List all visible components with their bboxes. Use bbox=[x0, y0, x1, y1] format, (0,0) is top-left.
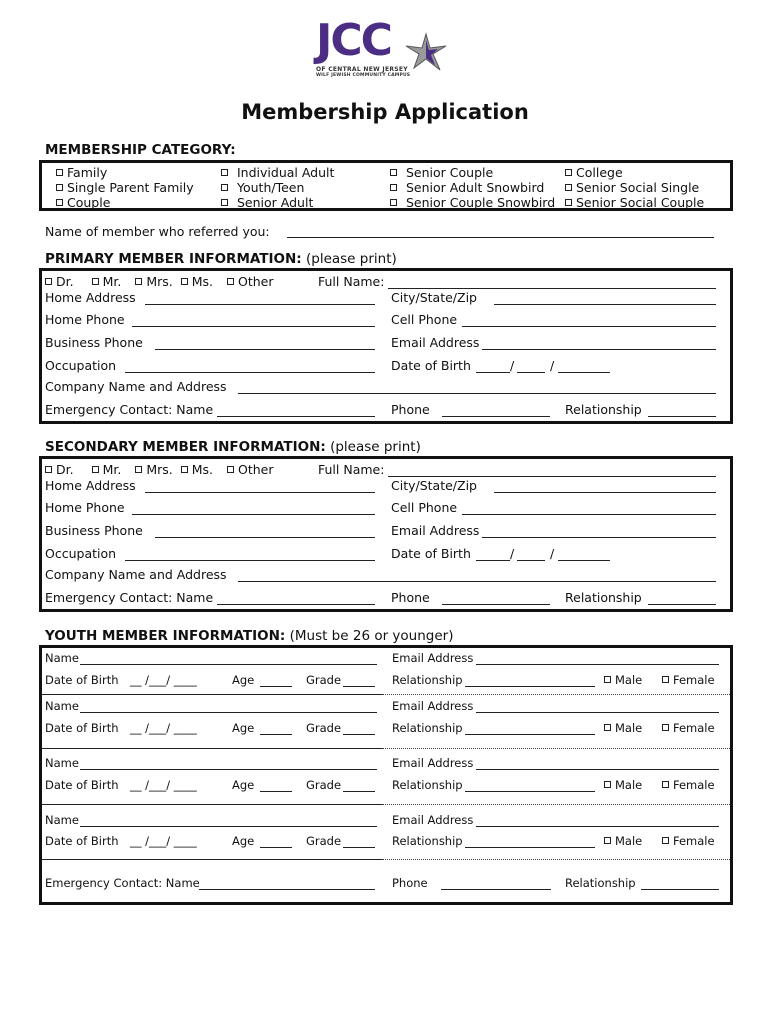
checkbox-icon bbox=[56, 184, 63, 191]
home-phone-field[interactable] bbox=[132, 326, 375, 327]
occupation-label: Occupation bbox=[45, 546, 117, 561]
emergency-phone-label: Phone bbox=[391, 402, 430, 417]
youth-age-label: Age bbox=[232, 778, 255, 792]
checkbox-dr[interactable]: Dr. bbox=[45, 274, 74, 289]
youth-dob-field[interactable]: __ /___/ ____ bbox=[130, 673, 197, 687]
full-name-field[interactable] bbox=[388, 476, 716, 477]
checkbox-male[interactable]: Male bbox=[604, 673, 642, 688]
youth-divider-dotted bbox=[382, 859, 730, 860]
youth-name-label: Name bbox=[45, 756, 79, 770]
checkbox-icon bbox=[565, 169, 572, 176]
checkbox-other[interactable]: Other bbox=[227, 462, 274, 477]
youth-relationship-label: Relationship bbox=[392, 778, 463, 792]
youth-emergency-relationship-field[interactable] bbox=[641, 889, 719, 890]
emergency-phone-label: Phone bbox=[391, 590, 430, 605]
city-state-zip-label: City/State/Zip bbox=[391, 478, 477, 493]
logo-subtitle: OF CENTRAL NEW JERSEY bbox=[316, 66, 408, 73]
checkbox-icon bbox=[662, 781, 669, 788]
youth-age-field[interactable] bbox=[260, 847, 292, 848]
home-address-label: Home Address bbox=[45, 290, 136, 305]
emergency-contact-label: Emergency Contact: Name bbox=[45, 590, 214, 605]
youth-dob-label: Date of Birth bbox=[45, 834, 119, 848]
occupation-field[interactable] bbox=[125, 372, 375, 373]
dob-label: Date of Birth bbox=[391, 358, 471, 373]
youth-age-label: Age bbox=[232, 721, 255, 735]
youth-email-label: Email Address bbox=[392, 813, 474, 827]
youth-emergency-phone-field[interactable] bbox=[441, 889, 551, 890]
checkbox-icon bbox=[390, 199, 397, 206]
youth-grade-label: Grade bbox=[306, 721, 342, 735]
checkbox-icon bbox=[604, 781, 611, 788]
checkbox-family[interactable]: Family bbox=[56, 165, 194, 180]
referral-field[interactable] bbox=[287, 237, 714, 238]
checkbox-icon bbox=[227, 278, 234, 285]
city-state-zip-field[interactable] bbox=[494, 304, 716, 305]
home-phone-label: Home Phone bbox=[45, 500, 125, 515]
company-field[interactable] bbox=[238, 393, 716, 394]
checkbox-mrs[interactable]: Mrs. bbox=[135, 462, 172, 477]
referral-label: Name of member who referred you: bbox=[45, 224, 270, 239]
checkbox-icon bbox=[92, 278, 99, 285]
checkbox-icon bbox=[662, 724, 669, 731]
relationship-field[interactable] bbox=[648, 604, 716, 605]
checkbox-icon bbox=[662, 676, 669, 683]
checkbox-ms[interactable]: Ms. bbox=[181, 462, 213, 477]
relationship-label: Relationship bbox=[565, 590, 642, 605]
primary-heading: PRIMARY MEMBER INFORMATION: (please print) bbox=[45, 251, 397, 267]
checkbox-female[interactable]: Female bbox=[662, 834, 715, 849]
youth-name-field[interactable] bbox=[80, 826, 377, 827]
checkbox-male[interactable]: Male bbox=[604, 834, 642, 849]
company-field[interactable] bbox=[238, 581, 716, 582]
category-column-1 bbox=[56, 165, 194, 210]
youth-divider bbox=[42, 804, 382, 805]
checkbox-mr[interactable]: Mr. bbox=[92, 462, 122, 477]
checkbox-icon bbox=[135, 466, 142, 473]
email-label: Email Address bbox=[391, 335, 480, 350]
secondary-heading: SECONDARY MEMBER INFORMATION: (please print) bbox=[45, 439, 421, 455]
youth-divider-dotted bbox=[382, 748, 730, 749]
youth-emergency-relationship-label: Relationship bbox=[565, 876, 636, 890]
checkbox-senior-couple-snowbird[interactable]: Senior Couple Snowbird bbox=[390, 195, 555, 210]
relationship-field[interactable] bbox=[648, 416, 716, 417]
youth-relationship-field[interactable] bbox=[465, 734, 595, 735]
checkbox-icon bbox=[604, 837, 611, 844]
dob-month-field[interactable] bbox=[476, 372, 510, 373]
youth-divider bbox=[42, 859, 382, 860]
dob-month-field[interactable] bbox=[476, 560, 510, 561]
checkbox-icon bbox=[227, 466, 234, 473]
youth-grade-field[interactable] bbox=[343, 791, 375, 792]
business-phone-field[interactable] bbox=[155, 537, 375, 538]
youth-dob-field[interactable]: __ /___/ ____ bbox=[130, 721, 197, 735]
checkbox-ms[interactable]: Ms. bbox=[181, 274, 213, 289]
checkbox-icon bbox=[390, 169, 397, 176]
business-phone-field[interactable] bbox=[155, 349, 375, 350]
occupation-field[interactable] bbox=[125, 560, 375, 561]
youth-dob-field[interactable]: __ /___/ ____ bbox=[130, 778, 197, 792]
youth-email-label: Email Address bbox=[392, 699, 474, 713]
checkbox-mrs[interactable]: Mrs. bbox=[135, 274, 172, 289]
checkbox-icon bbox=[662, 837, 669, 844]
checkbox-icon bbox=[221, 169, 228, 176]
home-phone-field[interactable] bbox=[132, 514, 375, 515]
relationship-label: Relationship bbox=[565, 402, 642, 417]
emergency-contact-field[interactable] bbox=[217, 604, 375, 605]
youth-divider-dotted bbox=[382, 694, 730, 695]
city-state-zip-field[interactable] bbox=[494, 492, 716, 493]
primary-title-options bbox=[45, 274, 273, 289]
checkbox-female[interactable]: Female bbox=[662, 778, 715, 793]
youth-relationship-label: Relationship bbox=[392, 673, 463, 687]
youth-email-field[interactable] bbox=[476, 664, 719, 665]
youth-member-box bbox=[39, 645, 733, 905]
youth-email-field[interactable] bbox=[476, 769, 719, 770]
checkbox-icon bbox=[92, 466, 99, 473]
full-name-field[interactable] bbox=[388, 288, 716, 289]
occupation-label: Occupation bbox=[45, 358, 117, 373]
home-address-field[interactable] bbox=[145, 304, 375, 305]
category-column-2 bbox=[221, 165, 334, 210]
checkbox-mr[interactable]: Mr. bbox=[92, 274, 122, 289]
city-state-zip-label: City/State/Zip bbox=[391, 290, 477, 305]
checkbox-couple[interactable]: Couple bbox=[56, 195, 194, 210]
category-column-4 bbox=[565, 165, 704, 210]
emergency-contact-label: Emergency Contact: Name bbox=[45, 402, 214, 417]
checkbox-female[interactable]: Female bbox=[662, 721, 715, 736]
dob-separator: / bbox=[550, 546, 555, 561]
checkbox-icon bbox=[181, 278, 188, 285]
company-label: Company Name and Address bbox=[45, 567, 227, 582]
emergency-contact-field[interactable] bbox=[217, 416, 375, 417]
dob-separator: / bbox=[510, 546, 515, 561]
checkbox-icon bbox=[221, 199, 228, 206]
cell-phone-field[interactable] bbox=[462, 514, 716, 515]
youth-divider bbox=[42, 694, 382, 695]
youth-name-label: Name bbox=[45, 699, 79, 713]
youth-age-field[interactable] bbox=[260, 791, 292, 792]
youth-emergency-field[interactable] bbox=[199, 889, 375, 890]
youth-relationship-field[interactable] bbox=[465, 686, 595, 687]
checkbox-icon bbox=[45, 466, 52, 473]
checkbox-icon bbox=[565, 184, 572, 191]
checkbox-icon bbox=[604, 676, 611, 683]
star-icon bbox=[404, 32, 448, 72]
dob-day-field[interactable] bbox=[517, 560, 545, 561]
emergency-phone-field[interactable] bbox=[442, 416, 550, 417]
dob-separator: / bbox=[550, 358, 555, 373]
youth-relationship-field[interactable] bbox=[465, 791, 595, 792]
checkbox-icon bbox=[56, 199, 63, 206]
checkbox-icon bbox=[45, 278, 52, 285]
youth-relationship-field[interactable] bbox=[465, 847, 595, 848]
youth-email-label: Email Address bbox=[392, 651, 474, 665]
email-field[interactable] bbox=[482, 537, 716, 538]
youth-emergency-phone-label: Phone bbox=[392, 876, 428, 890]
checkbox-icon bbox=[565, 199, 572, 206]
youth-grade-field[interactable] bbox=[343, 847, 375, 848]
checkbox-icon bbox=[604, 724, 611, 731]
checkbox-female[interactable]: Female bbox=[662, 673, 715, 688]
checkbox-other[interactable]: Other bbox=[227, 274, 274, 289]
full-name-label: Full Name: bbox=[318, 462, 385, 477]
checkbox-icon bbox=[56, 169, 63, 176]
home-address-field[interactable] bbox=[145, 492, 375, 493]
dob-year-field[interactable] bbox=[558, 372, 610, 373]
checkbox-senior-social-couple[interactable]: Senior Social Couple bbox=[565, 195, 704, 210]
dob-day-field[interactable] bbox=[517, 372, 545, 373]
secondary-member-box bbox=[39, 456, 733, 612]
business-phone-label: Business Phone bbox=[45, 335, 143, 350]
email-field[interactable] bbox=[482, 349, 716, 350]
company-label: Company Name and Address bbox=[45, 379, 227, 394]
emergency-phone-field[interactable] bbox=[442, 604, 550, 605]
checkbox-icon bbox=[181, 466, 188, 473]
checkbox-male[interactable]: Male bbox=[604, 778, 642, 793]
youth-email-field[interactable] bbox=[476, 826, 719, 827]
home-phone-label: Home Phone bbox=[45, 312, 125, 327]
youth-age-label: Age bbox=[232, 673, 255, 687]
jcc-logo bbox=[316, 15, 456, 82]
logo-subtitle-2: WILF JEWISH COMMUNITY CAMPUS bbox=[316, 73, 411, 78]
checkbox-senior-social-single[interactable]: Senior Social Single bbox=[565, 180, 704, 195]
cell-phone-label: Cell Phone bbox=[391, 500, 458, 515]
email-label: Email Address bbox=[391, 523, 480, 538]
youth-grade-field[interactable] bbox=[343, 734, 375, 735]
checkbox-male[interactable]: Male bbox=[604, 721, 642, 736]
youth-divider bbox=[42, 748, 382, 749]
youth-name-field[interactable] bbox=[80, 769, 377, 770]
youth-relationship-label: Relationship bbox=[392, 834, 463, 848]
checkbox-youth-teen[interactable]: Youth/Teen bbox=[221, 180, 334, 195]
youth-name-field[interactable] bbox=[80, 664, 377, 665]
youth-age-field[interactable] bbox=[260, 734, 292, 735]
youth-grade-field[interactable] bbox=[343, 686, 375, 687]
youth-email-field[interactable] bbox=[476, 712, 719, 713]
youth-relationship-label: Relationship bbox=[392, 721, 463, 735]
logo-wordmark: JCC bbox=[316, 15, 391, 66]
checkbox-icon bbox=[135, 278, 142, 285]
youth-grade-label: Grade bbox=[306, 834, 342, 848]
dob-separator: / bbox=[510, 358, 515, 373]
business-phone-label: Business Phone bbox=[45, 523, 143, 538]
category-column-3 bbox=[390, 165, 555, 210]
youth-age-label: Age bbox=[232, 834, 255, 848]
checkbox-senior-adult-snowbird[interactable]: Senior Adult Snowbird bbox=[390, 180, 555, 195]
checkbox-senior-couple[interactable]: Senior Couple bbox=[390, 165, 555, 180]
youth-age-field[interactable] bbox=[260, 686, 292, 687]
checkbox-individual-adult[interactable]: Individual Adult bbox=[221, 165, 334, 180]
home-address-label: Home Address bbox=[45, 478, 136, 493]
youth-dob-field[interactable]: __ /___/ ____ bbox=[130, 834, 197, 848]
youth-dob-label: Date of Birth bbox=[45, 673, 119, 687]
youth-dob-label: Date of Birth bbox=[45, 778, 119, 792]
full-name-label: Full Name: bbox=[318, 274, 385, 289]
checkbox-senior-adult[interactable]: Senior Adult bbox=[221, 195, 334, 210]
youth-name-label: Name bbox=[45, 651, 79, 665]
youth-dob-label: Date of Birth bbox=[45, 721, 119, 735]
dob-year-field[interactable] bbox=[558, 560, 610, 561]
youth-email-label: Email Address bbox=[392, 756, 474, 770]
primary-member-box bbox=[39, 268, 733, 424]
youth-emergency-label: Emergency Contact: Name bbox=[45, 876, 200, 890]
youth-grade-label: Grade bbox=[306, 673, 342, 687]
page-title: Membership Application bbox=[241, 100, 529, 124]
checkbox-single-parent-family[interactable]: Single Parent Family bbox=[56, 180, 194, 195]
membership-category-box bbox=[39, 160, 733, 211]
membership-category-heading: MEMBERSHIP CATEGORY: bbox=[45, 142, 236, 158]
secondary-title-options bbox=[45, 462, 273, 477]
checkbox-icon bbox=[390, 184, 397, 191]
checkbox-icon bbox=[221, 184, 228, 191]
youth-name-field[interactable] bbox=[80, 712, 377, 713]
youth-heading: YOUTH MEMBER INFORMATION: (Must be 26 or younger) bbox=[45, 628, 454, 644]
checkbox-dr[interactable]: Dr. bbox=[45, 462, 74, 477]
checkbox-college[interactable]: College bbox=[565, 165, 704, 180]
cell-phone-label: Cell Phone bbox=[391, 312, 458, 327]
youth-grade-label: Grade bbox=[306, 778, 342, 792]
youth-name-label: Name bbox=[45, 813, 79, 827]
cell-phone-field[interactable] bbox=[462, 326, 716, 327]
youth-divider-dotted bbox=[382, 804, 730, 805]
dob-label: Date of Birth bbox=[391, 546, 471, 561]
